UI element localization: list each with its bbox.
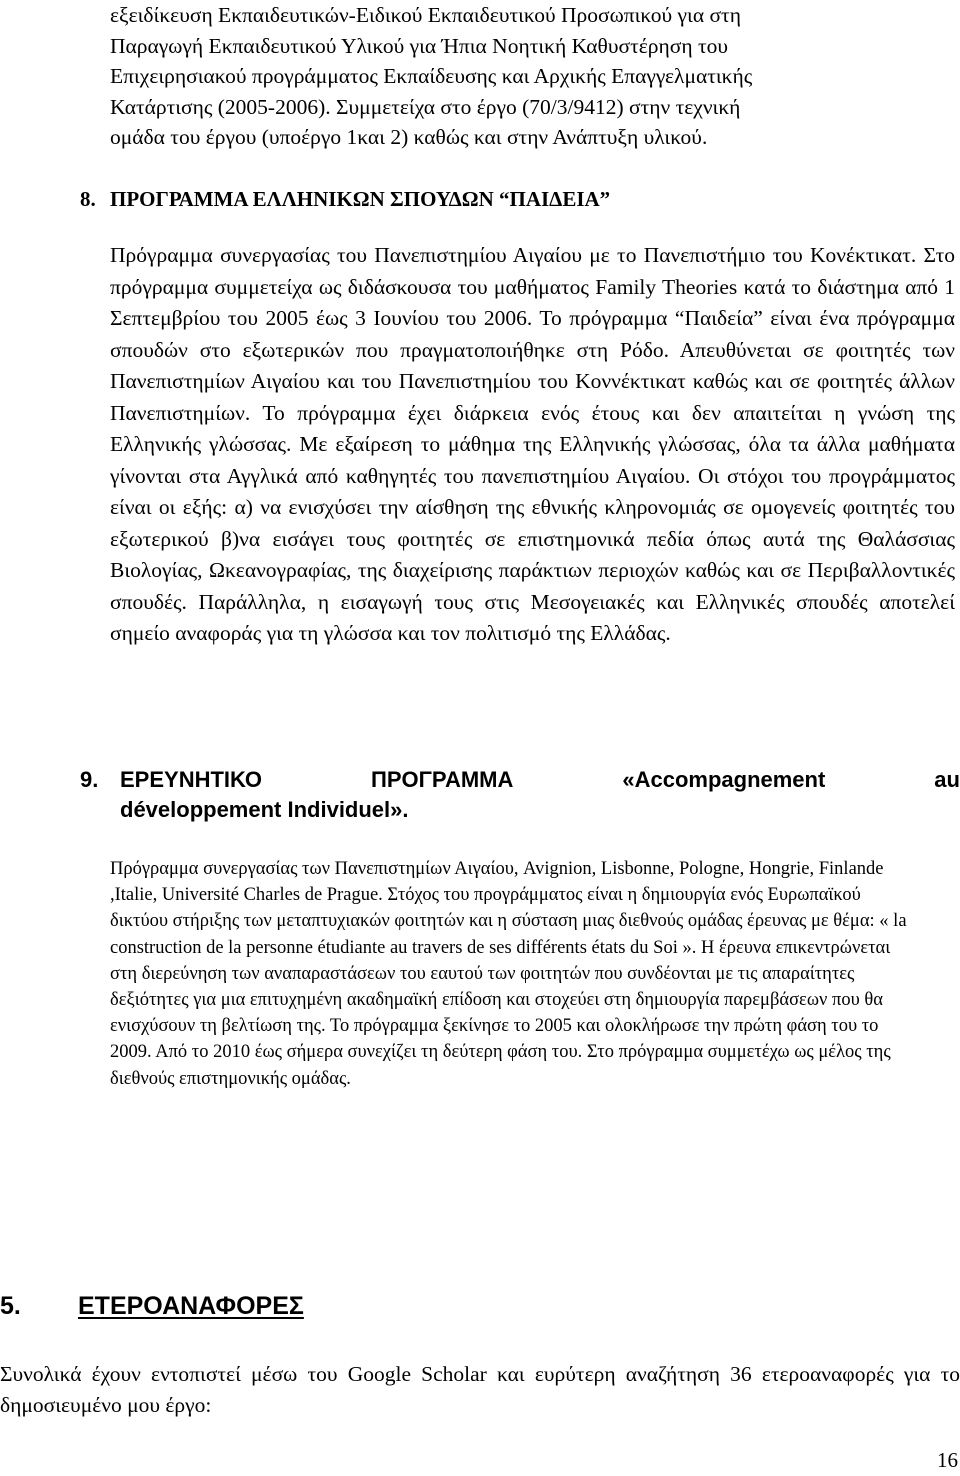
section-number: 5. [0, 1292, 21, 1320]
paragraph-line: Παραγωγή Εκπαιδευτικού Υλικού για Ήπια Νοητική Καθυστέρηση του [110, 33, 728, 58]
section-9-body: Πρόγραμμα συνεργασίας των Πανεπιστημίων Αιγαίου, Avignion, Lisbonne, Pologne, Hongrie, Finlande ,Italie, Université Charles de Prague. Στόχος του προγράμματος είναι η δημιουργία ενός Ευρωπαϊκού δικτύου στήριξης των μεταπτυχιακών φοιτητών και η σύσταση μιας διεθνούς ομάδας έρευνας με θέμα: « la construction de la personne étudiante au travers de ses différents états du Soi ». Η έρευνα επικεντρώνεται στη διερεύνηση των αναπαραστάσεων του εαυτού των φοιτητών που συνδέονται με τις απαραίτητες δεξιότητες για μια επιτυχημένη ακαδημαϊκή επίδοση και στοχεύει στη δημιουργία παρεμβάσεων που θα ενισχύσουν τη βελτίωση της. Το πρόγραμμα ξεκίνησε το 2005 και ολοκλήρωσε την πρώτη φάση του το 2009. Από το 2010 έως σήμερα συνεχίζει τη δεύτερη φάση του. Στο πρόγραμμα συμμετέχω ως μέλος της διεθνούς επιστημονικής ομάδας. [110, 859, 907, 1089]
section-5-body: Συνολικά έχουν εντοπιστεί μέσω του Google Scholar και ευρύτερη αναζήτηση 36 ετεροαναφορές για το δημοσιευμένο μου έργο: [0, 1362, 960, 1417]
section-5-heading [0, 1290, 304, 1322]
paragraph-line: Κατάρτισης (2005-2006). Συμμετείχα στο έργο (70/3/9412) στην τεχνική [110, 94, 741, 119]
paragraph-line: εξειδίκευση Εκπαιδευτικών-Ειδικού Εκπαιδευτικού Προσωπικού για στη [110, 3, 741, 27]
section-9-heading [80, 765, 960, 825]
title-word: ΠΡΟΓΡΑΜΜΑ [371, 767, 514, 792]
title-word: «Accompagnement [622, 767, 826, 792]
section-title-line-2: développement Individuel». [120, 797, 409, 822]
title-word: ΕΡΕΥΝΗΤΙΚΟ [120, 767, 263, 792]
section-title: ΠΡΟΓΡΑΜΜΑ ΕΛΛΗΝΙΚΩΝ ΣΠΟΥΔΩΝ “ΠΑΙΔΕΙΑ” [110, 187, 611, 211]
section-number: 9. [80, 767, 99, 792]
page-number: 16 [937, 1448, 958, 1472]
section-8-body: Πρόγραμμα συνεργασίας του Πανεπιστημίου Αιγαίου με το Πανεπιστήμιο του Κονέκτικατ. Στο πρόγραμμα συμμετείχα ως διδάσκουσα του μαθήματος Family Theories κατά το διάστημα από 1 Σεπτεμβρίου του 2005 έως 3 Ιουνίου του 2006. Το πρόγραμμα “Παιδεία” είναι ένα πρόγραμμα σπουδών στο εξωτερικών που πραγματοποιήθηκε στη Ρόδο. Απευθύνεται σε φοιτητές των Πανεπιστημίων Αιγαίου και του Πανεπιστημίου του Κοννέκτικατ καθώς και σε φοιτητές άλλων Πανεπιστημίων. Το πρόγραμμα έχει διάρκεια ενός έτους και δεν απαιτείται η γνώση της Ελληνικής γλώσσας. Με εξαίρεση το μάθημα της Ελληνικής γλώσσας, όλα τα άλλα μαθήματα γίνονται στα Αγγλικά από καθηγητές του πανεπιστημίου Αιγαίου. Οι στόχοι του προγράμματος είναι οι εξής: α) να ενισχύσει την αίσθηση της εθνικής κληρονομιάς σε ομογενείς φοιτητές του εξωτερικού β)να εισάγει τους φοιτητές σε επιστημονικά πεδία όπως αυτά της Θαλάσσιας Βιολογίας, Ωκεανογραφίας, της διαχείρισης παράκτιων περιοχών καθώς και σε Περιβαλλοντικές σπουδές. Παράλληλα, η εισαγωγή τους στις Μεσογειακές και Ελληνικές σπουδές αποτελεί σημείο αναφοράς για τη γλώσσα και τον πολιτισμό της Ελλάδας. [110, 243, 955, 645]
continued-paragraph [110, 0, 955, 153]
paragraph-line: Επιχειρησιακού προγράμματος Εκπαίδευσης και Αρχικής Επαγγελματικής [110, 64, 753, 88]
section-8-heading [80, 185, 940, 213]
title-word: au [934, 767, 960, 792]
section-number: 8. [80, 187, 96, 211]
paragraph-line: ομάδα του έργου (υποέργο 1και 2) καθώς και στην Ανάπτυξη υλικού. [110, 125, 708, 149]
section-title: ΕΤΕΡΟΑΝΑΦΟΡΕΣ [78, 1292, 304, 1320]
